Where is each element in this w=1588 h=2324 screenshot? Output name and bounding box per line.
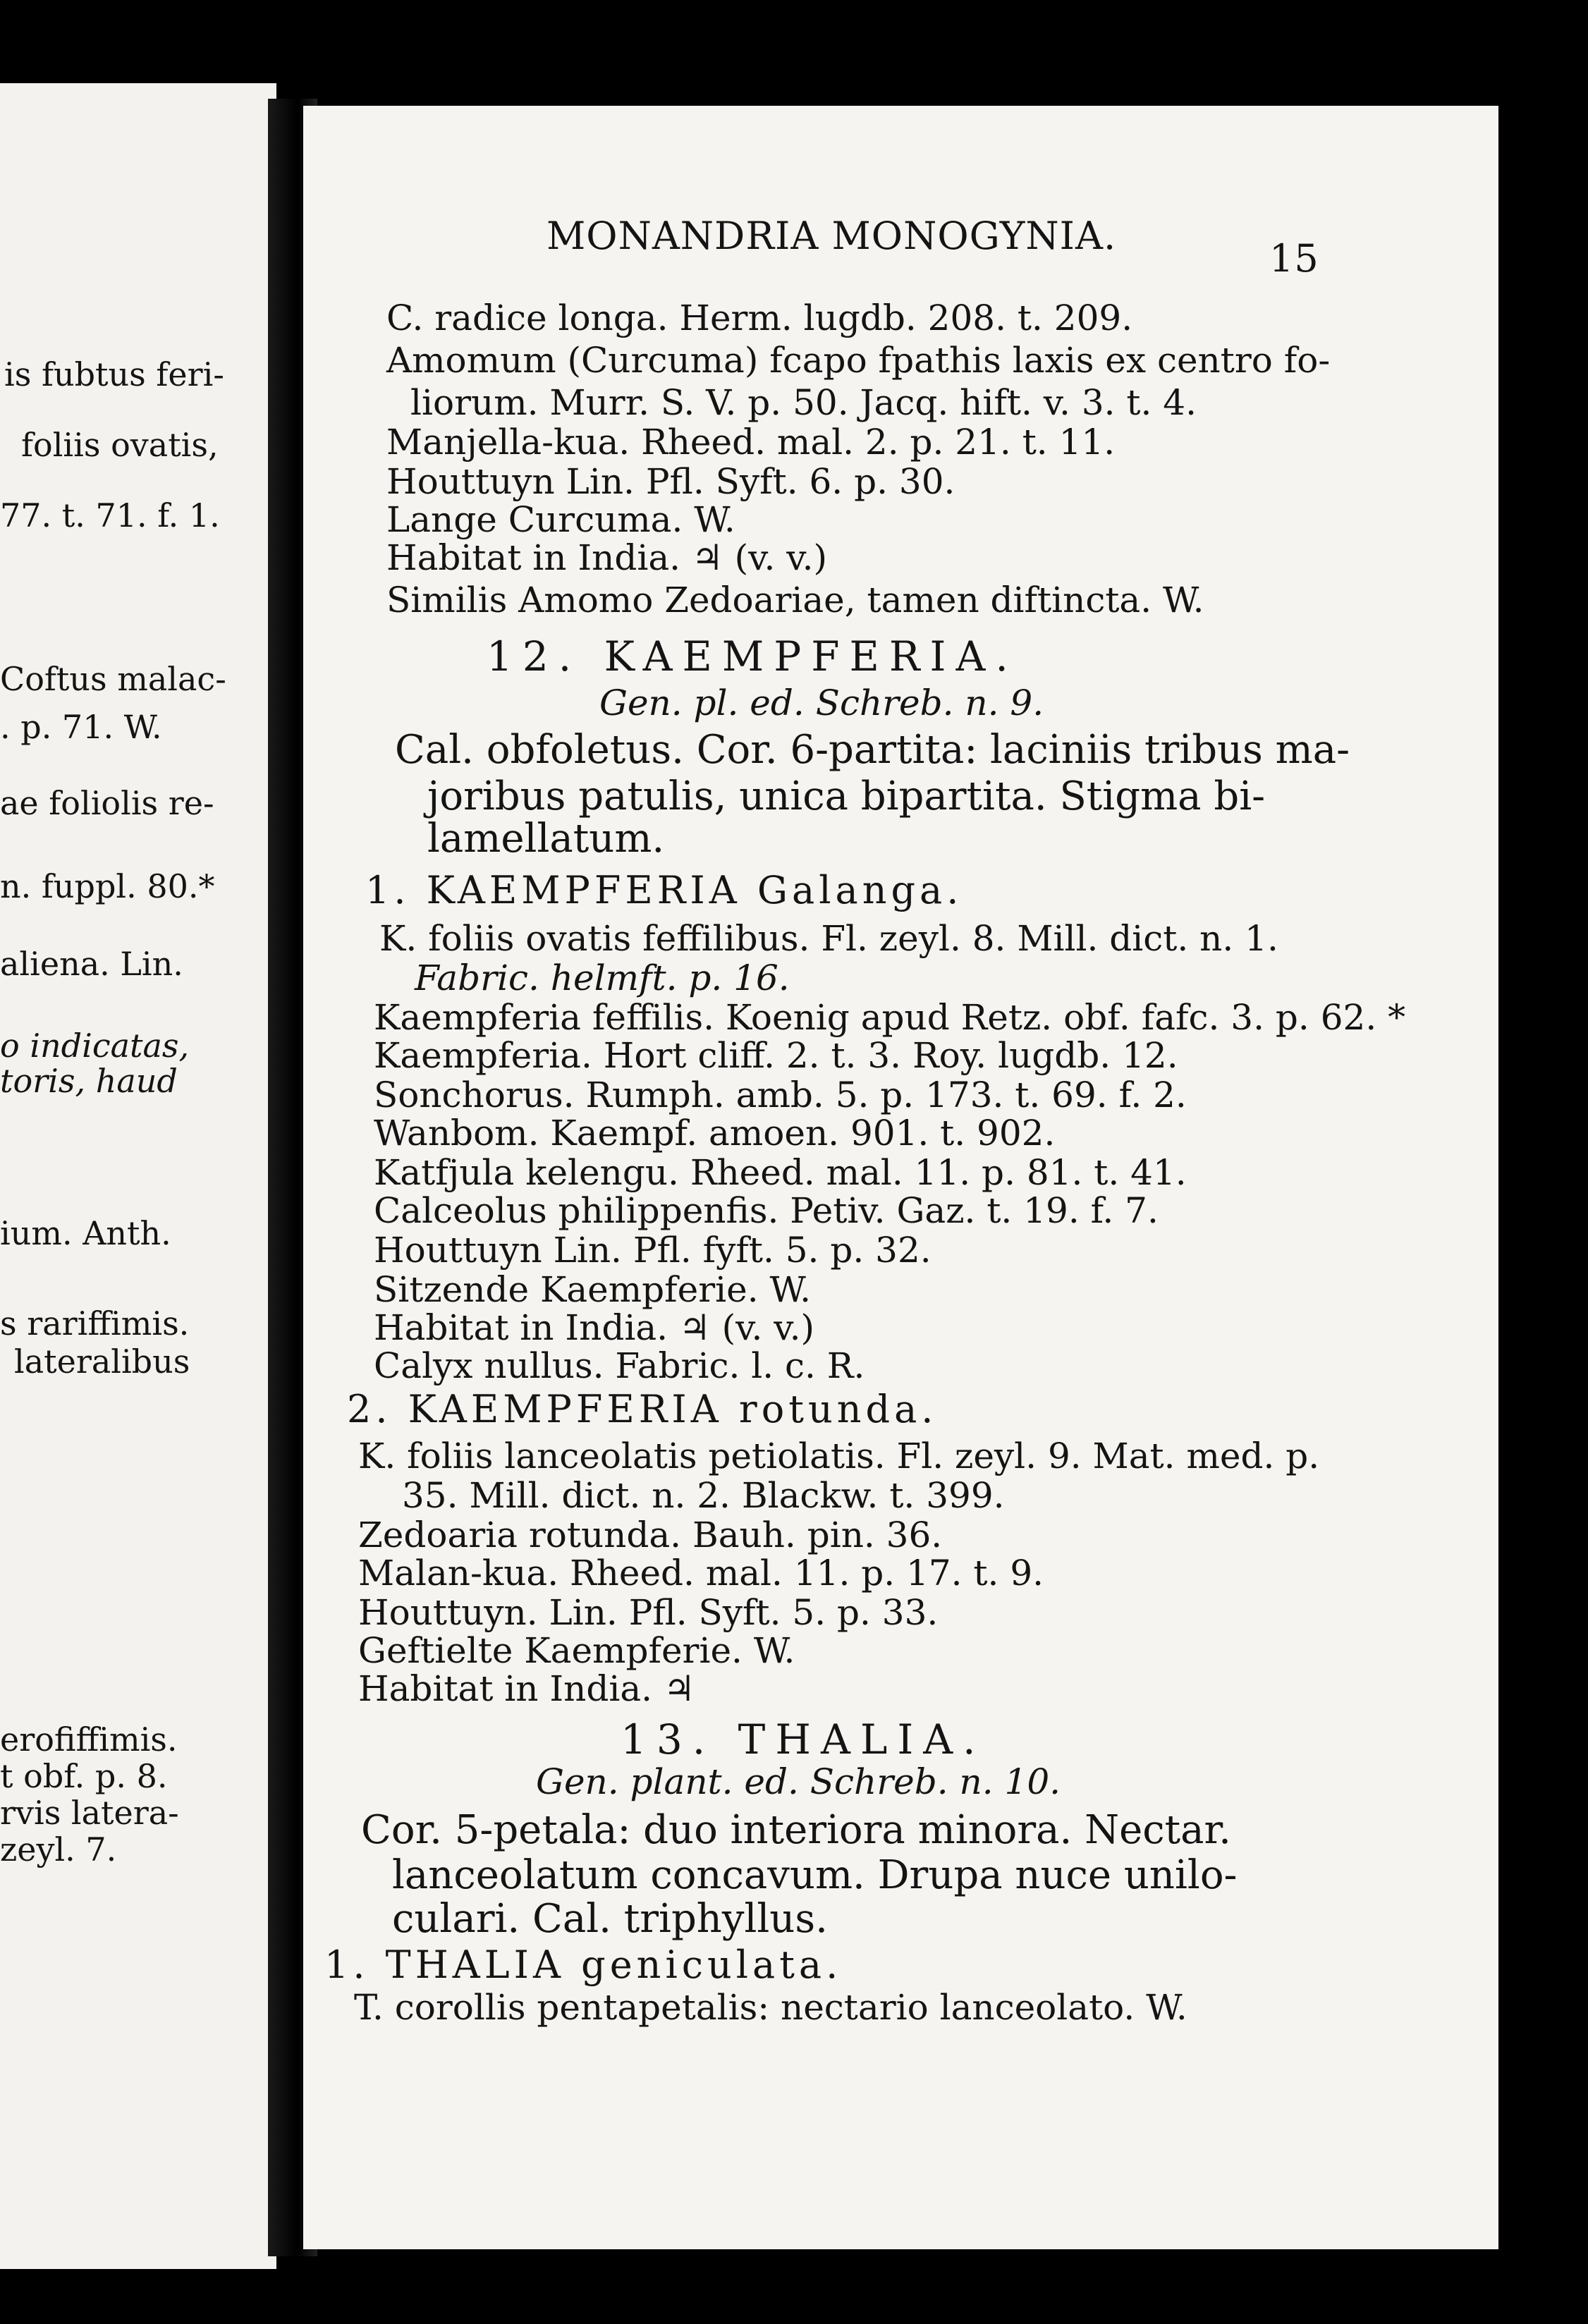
- text-line: lamellatum.: [427, 816, 665, 862]
- species-heading: 1. KAEMPFERIA Galanga.: [365, 868, 963, 912]
- left-line: foliis ovatis,: [21, 426, 219, 464]
- left-line: s rariffimis.: [0, 1304, 190, 1343]
- left-line: o indicatas,: [0, 1027, 190, 1065]
- left-line: erofiffimis.: [0, 1720, 178, 1759]
- left-line: rvis latera-: [0, 1794, 179, 1832]
- left-line: toris, haud: [0, 1062, 178, 1100]
- left-line: t obf. p. 8.: [0, 1757, 168, 1795]
- text-line: C. radice longa. Herm. lugdb. 208. t. 209.: [386, 298, 1133, 338]
- text-line: Amomum (Curcuma) fcapo fpathis laxis ex centro fo-: [386, 340, 1331, 381]
- text-line: T. corollis pentapetalis: nectario lanceolato. W.: [354, 1987, 1187, 2028]
- left-line: ae foliolis re-: [0, 784, 214, 822]
- text-line: Habitat in India. ♃: [358, 1668, 695, 1709]
- text-line: Wanbom. Kaempf. amoen. 901. t. 902.: [374, 1113, 1056, 1154]
- text-line: Calceolus philippenfis. Petiv. Gaz. t. 19. f. 7.: [374, 1190, 1159, 1231]
- text-line: Katfjula kelengu. Rheed. mal. 11. p. 81. t. 41.: [374, 1152, 1187, 1193]
- species-heading: 2. KAEMPFERIA rotunda.: [347, 1387, 938, 1431]
- text-line: Houttuyn. Lin. Pfl. Syft. 5. p. 33.: [358, 1592, 939, 1633]
- text-line: Cal. obfoletus. Cor. 6-partita: laciniis tribus ma-: [395, 727, 1350, 773]
- text-line: Habitat in India. ♃ (v. v.): [386, 537, 827, 578]
- text-line: Geftielte Kaempferie. W.: [358, 1630, 795, 1671]
- text-line: liorum. Murr. S. V. p. 50. Jacq. hift. v. 3. t. 4.: [410, 382, 1197, 423]
- text-line: culari. Cal. triphyllus.: [392, 1896, 828, 1942]
- species-heading: 1. THALIA geniculata.: [324, 1943, 843, 1987]
- text-line: Sonchorus. Rumph. amb. 5. p. 173. t. 69. f. 2.: [374, 1075, 1187, 1115]
- left-page-fragment: [0, 83, 276, 2269]
- genus-reference: Gen. plant. ed. Schreb. n. 10.: [536, 1761, 1061, 1802]
- left-line: 77. t. 71. f. 1.: [0, 496, 220, 534]
- running-head: MONANDRIA MONOGYNIA.: [546, 214, 1117, 258]
- left-line: ium. Anth.: [0, 1214, 171, 1252]
- text-line: Cor. 5-petala: duo interiora minora. Nectar.: [361, 1807, 1231, 1853]
- left-line: n. fuppl. 80.*: [0, 867, 215, 905]
- genus-reference: Gen. pl. ed. Schreb. n. 9.: [599, 683, 1044, 723]
- left-line: lateralibus: [14, 1343, 190, 1381]
- genus-heading: 13. THALIA.: [621, 1716, 986, 1763]
- text-line: 35. Mill. dict. n. 2. Blackw. t. 399.: [402, 1475, 1005, 1516]
- text-line: Similis Amomo Zedoariae, tamen diftincta. W.: [386, 580, 1204, 620]
- text-line: K. foliis ovatis feffilibus. Fl. zeyl. 8. Mill. dict. n. 1.: [379, 918, 1278, 959]
- text-line: Fabric. helmft. p. 16.: [415, 958, 790, 998]
- text-line: Lange Curcuma. W.: [386, 499, 735, 540]
- left-line: zeyl. 7.: [0, 1830, 117, 1869]
- text-line: Houttuyn Lin. Pfl. fyft. 5. p. 32.: [374, 1230, 932, 1271]
- text-line: Calyx nullus. Fabric. l. c. R.: [374, 1345, 865, 1386]
- text-line: Manjella-kua. Rheed. mal. 2. p. 21. t. 11.: [386, 422, 1116, 463]
- text-line: Sitzende Kaempferie. W.: [374, 1269, 812, 1310]
- left-line: . p. 71. W.: [0, 708, 162, 746]
- text-line: joribus patulis, unica bipartita. Stigma bi-: [427, 773, 1266, 819]
- text-line: Kaempferia. Hort cliff. 2. t. 3. Roy. lugdb. 12.: [374, 1035, 1178, 1076]
- text-line: Houttuyn Lin. Pfl. Syft. 6. p. 30.: [386, 461, 955, 502]
- right-page: [303, 106, 1498, 2249]
- text-line: Kaempferia feffilis. Koenig apud Retz. obf. fafc. 3. p. 62. *: [374, 997, 1406, 1038]
- text-line: Malan-kua. Rheed. mal. 11. p. 17. t. 9.: [358, 1553, 1044, 1594]
- text-line: K. foliis lanceolatis petiolatis. Fl. zeyl. 9. Mat. med. p.: [358, 1436, 1320, 1476]
- text-line: Habitat in India. ♃ (v. v.): [374, 1307, 814, 1348]
- text-line: lanceolatum concavum. Drupa nuce unilo-: [392, 1852, 1238, 1898]
- left-line: aliena. Lin.: [0, 945, 183, 983]
- genus-heading: 12. KAEMPFERIA.: [487, 632, 1018, 680]
- left-line: Coftus malac-: [0, 660, 226, 698]
- text-line: Zedoaria rotunda. Bauh. pin. 36.: [358, 1515, 943, 1555]
- left-line: is fubtus feri-: [4, 355, 224, 393]
- page-number: 15: [1269, 236, 1319, 281]
